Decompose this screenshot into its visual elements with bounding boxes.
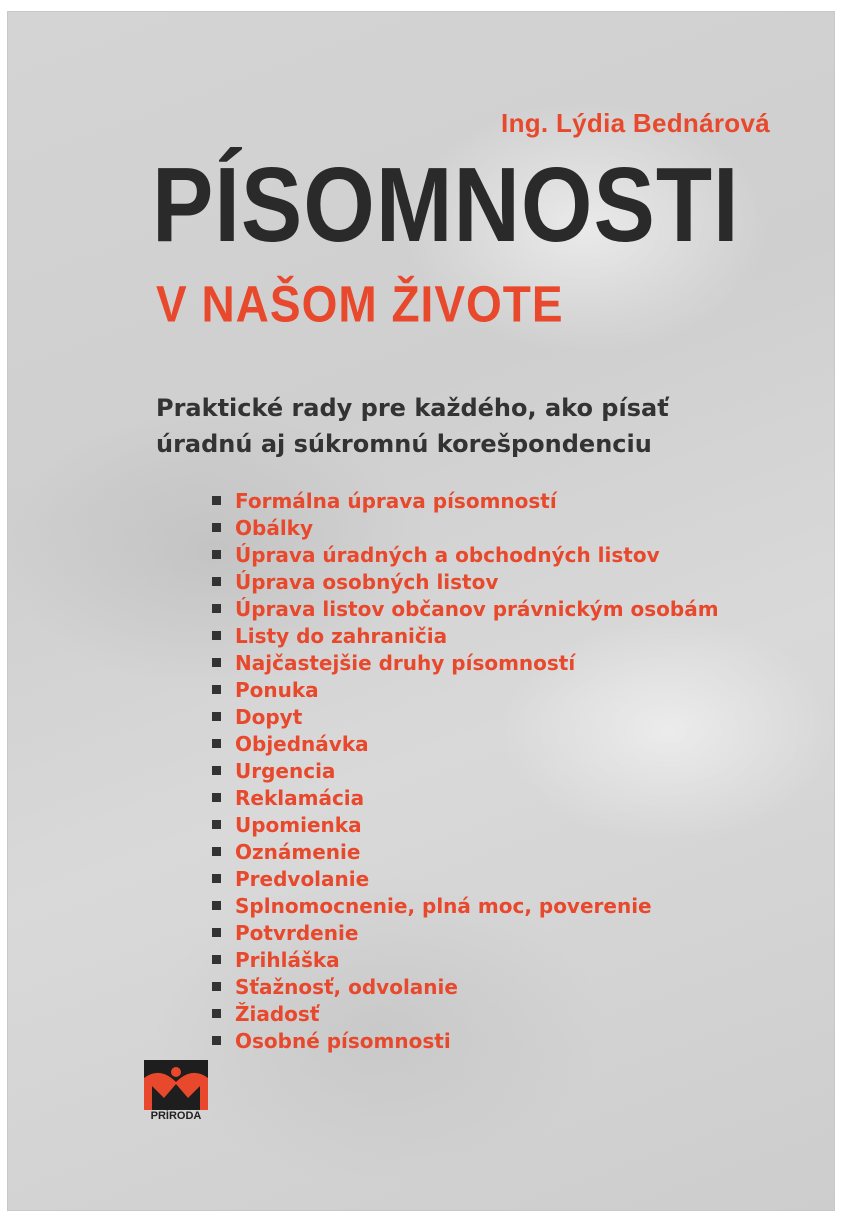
list-item <box>212 650 719 677</box>
bullet-icon <box>212 550 221 559</box>
book-title: PÍSOMNOSTI <box>152 146 740 265</box>
topic-label: Splnomocnenie, plná moc, poverenie <box>235 894 652 918</box>
list-item <box>212 839 719 866</box>
topic-label: Dopyt <box>235 705 303 729</box>
list-item <box>212 542 719 569</box>
bullet-icon <box>212 739 221 748</box>
topic-label: Oznámenie <box>235 840 361 864</box>
list-item <box>212 893 719 920</box>
topic-label: Obálky <box>235 516 314 540</box>
topic-label: Úprava úradných a obchodných listov <box>235 543 660 567</box>
bullet-icon <box>212 982 221 991</box>
list-item <box>212 920 719 947</box>
topic-label: Osobné písomnosti <box>235 1029 451 1053</box>
bullet-icon <box>212 820 221 829</box>
topic-label: Ponuka <box>235 678 319 702</box>
bullet-icon <box>212 1036 221 1045</box>
list-item <box>212 1001 719 1028</box>
list-item <box>212 596 719 623</box>
author-name: Ing. Lýdia Bednárová <box>501 108 770 138</box>
list-item <box>212 812 719 839</box>
list-item <box>212 488 719 515</box>
bullet-icon <box>212 1009 221 1018</box>
list-item <box>212 1028 719 1055</box>
bullet-icon <box>212 496 221 505</box>
bullet-icon <box>212 523 221 532</box>
topics-list <box>212 488 719 1055</box>
topic-label: Reklamácia <box>235 786 365 810</box>
topic-label: Formálna úprava písomností <box>235 489 557 513</box>
topic-label: Sťažnosť, odvolanie <box>235 975 458 999</box>
bullet-icon <box>212 766 221 775</box>
topic-label: Potvrdenie <box>235 921 359 945</box>
topic-label: Listy do zahraničia <box>235 624 448 648</box>
list-item <box>212 785 719 812</box>
list-item <box>212 758 719 785</box>
bullet-icon <box>212 874 221 883</box>
list-item <box>212 569 719 596</box>
bullet-icon <box>212 955 221 964</box>
tagline-line-2: úradnú aj súkromnú korešpondenciu <box>156 430 652 458</box>
bullet-icon <box>212 604 221 613</box>
list-item <box>212 623 719 650</box>
list-item <box>212 704 719 731</box>
bullet-icon <box>212 658 221 667</box>
list-item <box>212 947 719 974</box>
book-subtitle: V NAŠOM ŽIVOTE <box>156 275 564 333</box>
bullet-icon <box>212 901 221 910</box>
book-cover <box>8 12 834 1210</box>
topic-label: Prihláška <box>235 948 340 972</box>
bullet-icon <box>212 847 221 856</box>
list-item <box>212 866 719 893</box>
book-tagline <box>156 390 796 462</box>
list-item <box>212 677 719 704</box>
list-item <box>212 515 719 542</box>
list-item <box>212 974 719 1001</box>
bullet-icon <box>212 685 221 694</box>
bullet-icon <box>212 928 221 937</box>
topic-label: Objednávka <box>235 732 369 756</box>
list-item <box>212 731 719 758</box>
topic-label: Úprava listov občanov právnickým osobám <box>235 597 719 621</box>
bullet-icon <box>212 631 221 640</box>
priroda-logo-icon <box>144 1060 208 1110</box>
topic-label: Urgencia <box>235 759 336 783</box>
topic-label: Predvolanie <box>235 867 370 891</box>
topic-label: Žiadosť <box>235 1002 320 1026</box>
bullet-icon <box>212 793 221 802</box>
topic-label: Úprava osobných listov <box>235 570 499 594</box>
publisher-name: PRÍRODA <box>150 1110 202 1122</box>
tagline-line-1: Praktické rady pre každého, ako písať <box>156 394 669 422</box>
topic-label: Upomienka <box>235 813 362 837</box>
bullet-icon <box>212 712 221 721</box>
bullet-icon <box>212 577 221 586</box>
topic-label: Najčastejšie druhy písomností <box>235 651 576 675</box>
